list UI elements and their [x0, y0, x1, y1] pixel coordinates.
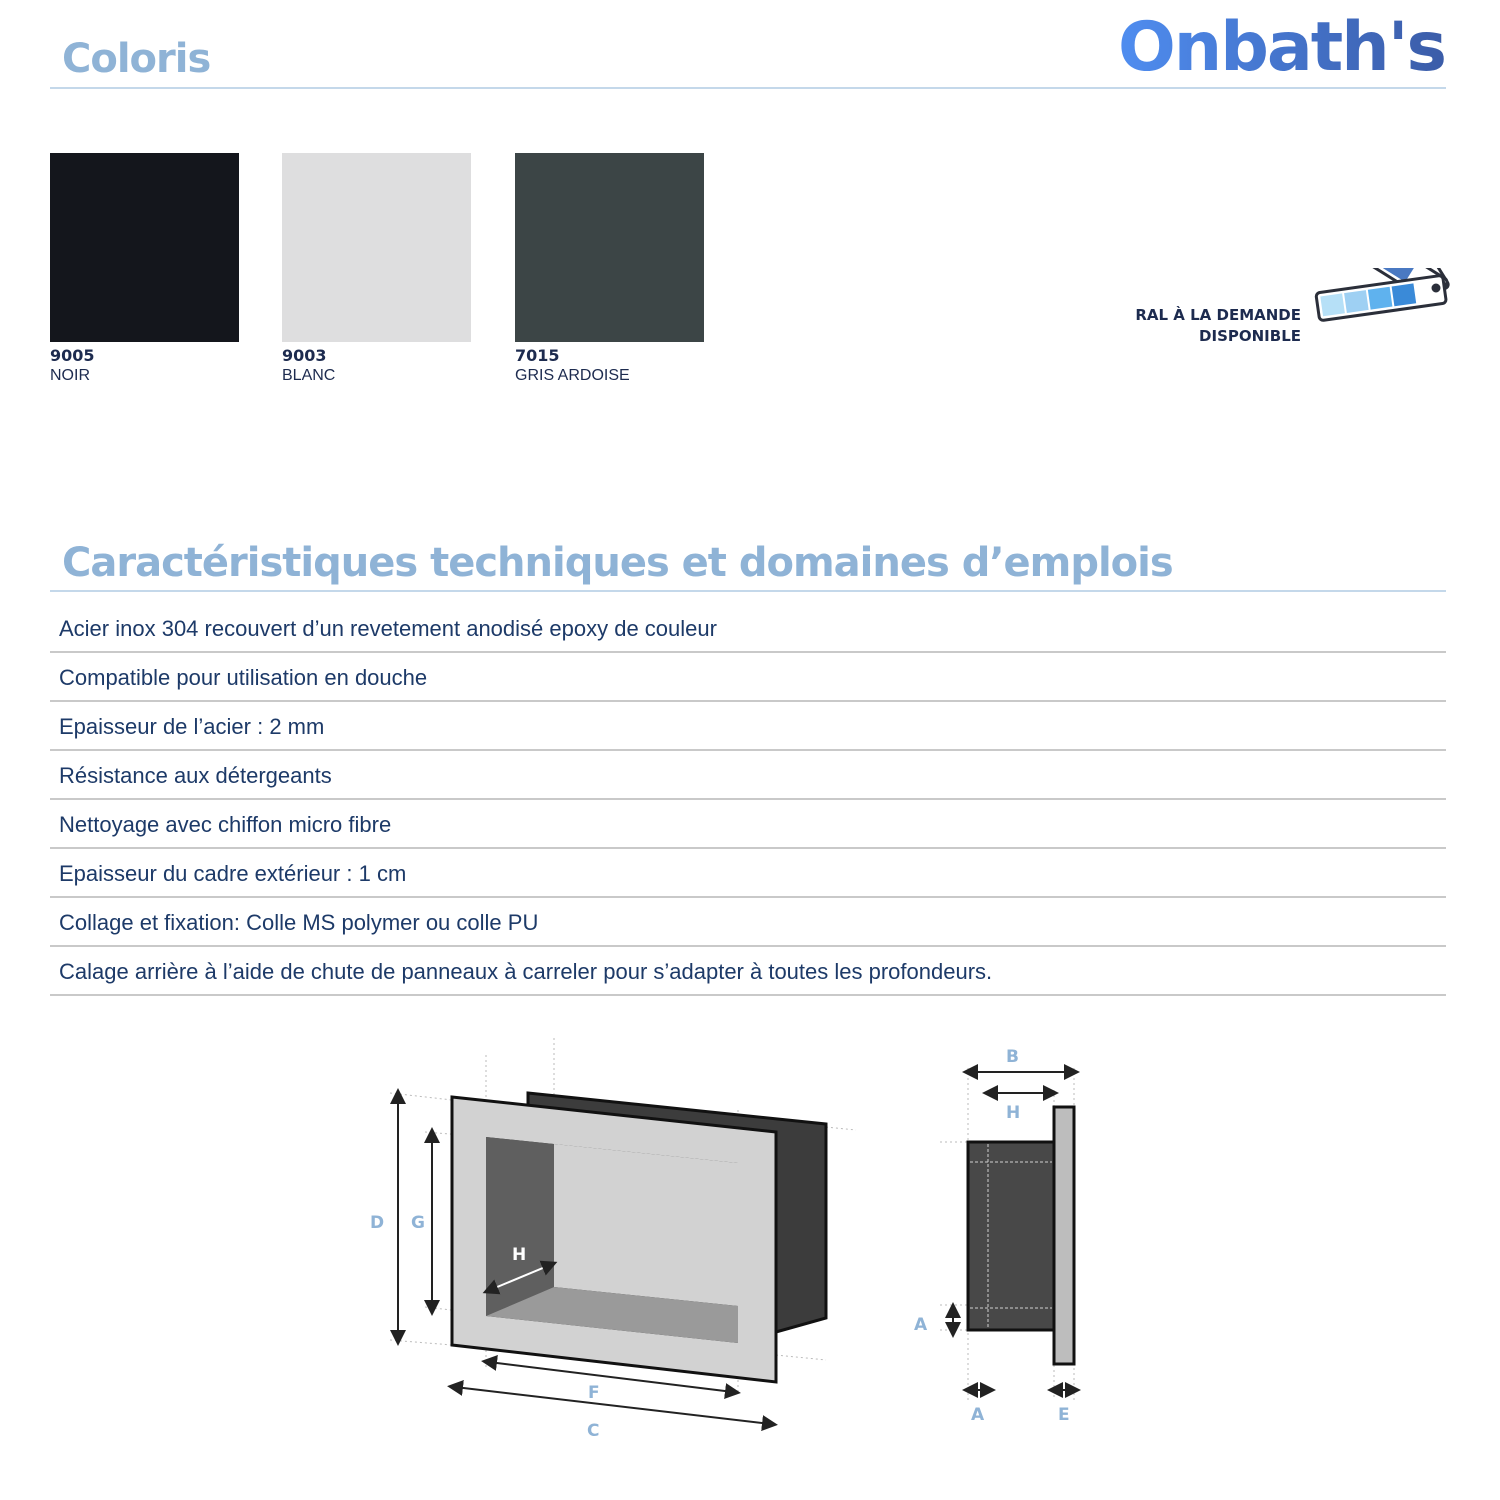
specs-divider — [50, 590, 1446, 592]
dim-label: E — [1058, 1405, 1070, 1425]
specs-title: Caractéristiques techniques et domaines d’emplois — [62, 540, 1173, 586]
dim-label: H — [1006, 1103, 1021, 1123]
spec-item: Acier inox 304 recouvert d’un revetement anodisé epoxy de couleur — [50, 604, 1446, 653]
spec-item: Résistance aux détergeants — [50, 751, 1446, 800]
dim-label: C — [587, 1421, 600, 1441]
dim-label: D — [370, 1213, 385, 1233]
spec-item: Epaisseur du cadre extérieur : 1 cm — [50, 849, 1446, 898]
coloris-title: Coloris — [62, 36, 211, 82]
swatch-name: BLANC — [282, 367, 336, 384]
swatch-code: 9003 — [282, 346, 327, 365]
dim-label: A — [971, 1405, 985, 1425]
swatch-code: 9005 — [50, 346, 95, 365]
dim-label: B — [1006, 1047, 1019, 1067]
swatch-code: 7015 — [515, 346, 560, 365]
dim-label: A — [914, 1315, 928, 1335]
spec-item: Nettoyage avec chiffon micro fibre — [50, 800, 1446, 849]
dim-label: H — [512, 1245, 527, 1265]
swatch-name: NOIR — [50, 367, 90, 384]
coloris-divider — [50, 87, 1446, 89]
spec-item: Calage arrière à l’aide de chute de panneaux à carreler pour s’adapter à toutes les profondeurs. — [50, 947, 1446, 996]
ral-line-1: RAL À LA DEMANDE — [1135, 306, 1301, 324]
ral-line-2: DISPONIBLE — [1199, 327, 1301, 345]
spec-list — [50, 604, 1446, 996]
spec-item: Epaisseur de l’acier : 2 mm — [50, 702, 1446, 751]
spec-item: Compatible pour utilisation en douche — [50, 653, 1446, 702]
swatch-blanc — [282, 153, 471, 342]
swatch-gris-ardoise — [515, 153, 704, 342]
spec-item: Collage et fixation: Colle MS polymer ou colle PU — [50, 898, 1446, 947]
ral-note — [1135, 305, 1301, 347]
dim-label: G — [411, 1213, 425, 1233]
brand-logo: Onbath's — [1118, 8, 1445, 87]
niche-side-diagram — [900, 1030, 1100, 1450]
color-fan-icon — [1310, 268, 1450, 393]
niche-front-diagram — [0, 1030, 900, 1450]
swatch-name: GRIS ARDOISE — [515, 367, 630, 384]
swatch-noir — [50, 153, 239, 342]
dim-label: F — [588, 1383, 600, 1403]
